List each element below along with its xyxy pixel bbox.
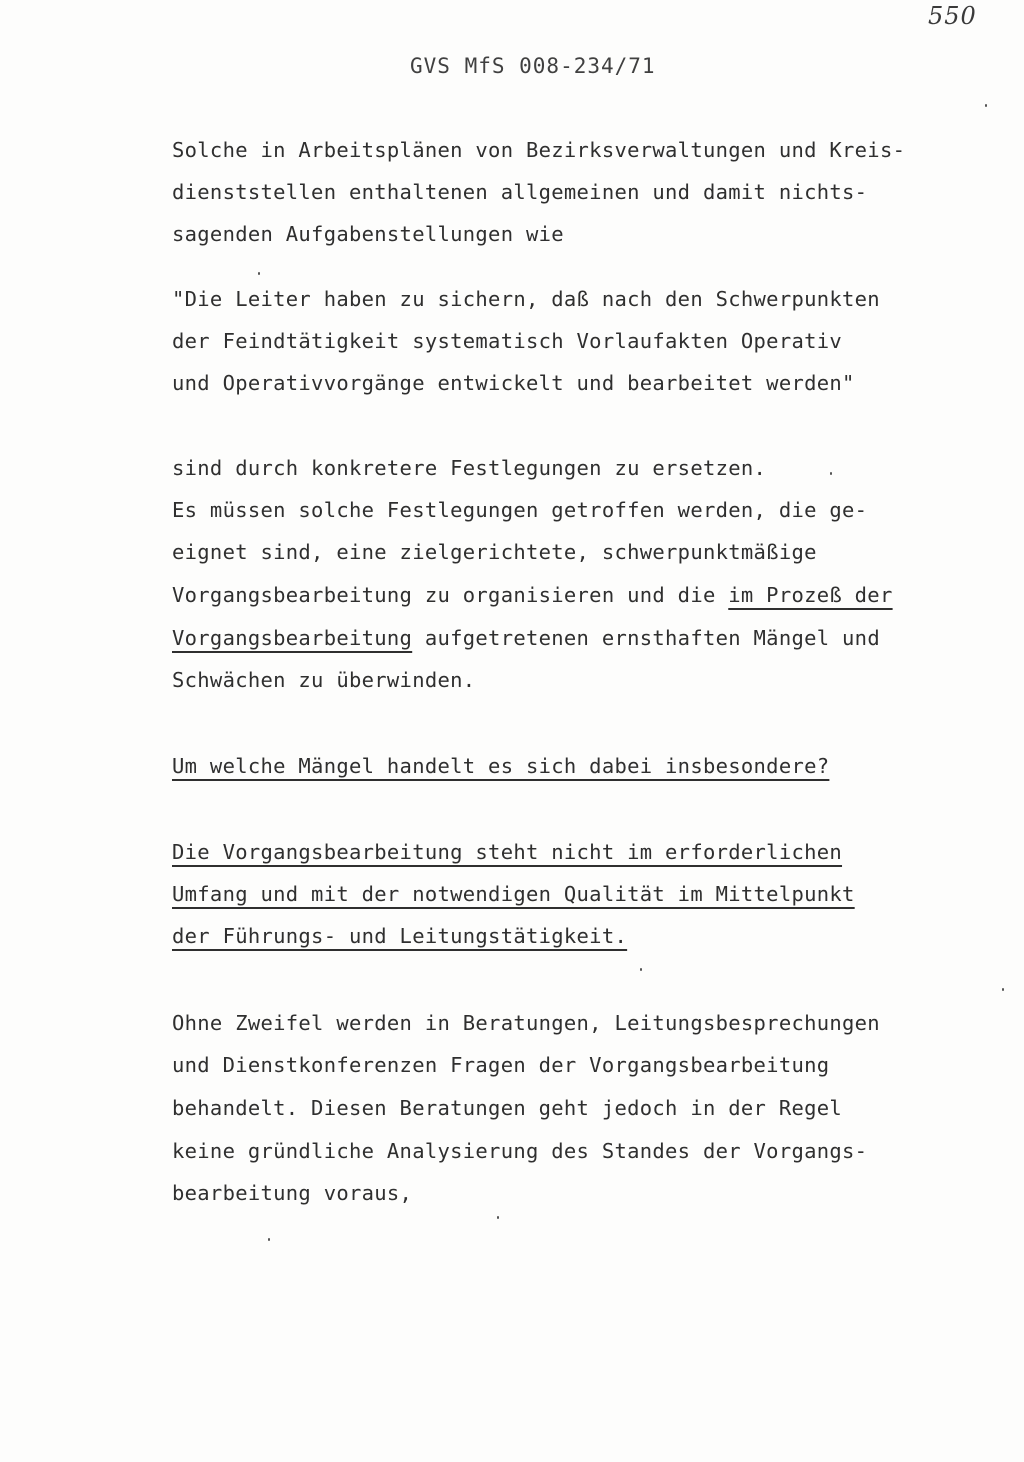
finding-line-1: Die Vorgangsbearbeitung steht nicht im erforderlichen	[172, 840, 843, 864]
paragraph-3-line-5: bearbeitung voraus,	[172, 1181, 413, 1205]
scan-speck	[640, 968, 642, 971]
paragraph-2-line-5-text: aufgetretenen ernsthaften Mängel und	[412, 626, 880, 650]
scan-speck	[1002, 988, 1004, 991]
scan-speck	[497, 1216, 499, 1219]
paragraph-1-line-1: Solche in Arbeitsplänen von Bezirksverwaltungen und Kreis-	[172, 138, 906, 162]
quote-line-2: der Feindtätigkeit systematisch Vorlaufakten Operativ	[172, 329, 843, 353]
paragraph-2-line-4	[172, 581, 893, 609]
paragraph-3-line-4: keine gründliche Analysierung des Standes der Vorgangs-	[172, 1139, 868, 1163]
paragraph-3-line-1: Ohne Zweifel werden in Beratungen, Leitungsbesprechungen	[172, 1011, 880, 1035]
paragraph-2-line-5	[172, 624, 880, 652]
paragraph-3-line-3: behandelt. Diesen Beratungen geht jedoch in der Regel	[172, 1096, 843, 1120]
paragraph-2-line-6: Schwächen zu überwinden.	[172, 668, 476, 692]
handwritten-page-number: 550	[928, 2, 977, 30]
finding-line-3: der Führungs- und Leitungstätigkeit.	[172, 924, 628, 948]
paragraph-3-line-2: und Dienstkonferenzen Fragen der Vorgangsbearbeitung	[172, 1053, 830, 1077]
paragraph-1-line-3: sagenden Aufgabenstellungen wie	[172, 222, 564, 246]
paragraph-1-line-2: dienststellen enthaltenen allgemeinen und damit nichts-	[172, 180, 868, 204]
scan-speck	[258, 272, 260, 275]
scan-speck	[830, 472, 832, 475]
paragraph-2-line-4-text: Vorgangsbearbeitung zu organisieren und die	[172, 583, 729, 607]
quote-line-1: "Die Leiter haben zu sichern, daß nach den Schwerpunkten	[172, 287, 880, 311]
quote-line-3: und Operativvorgänge entwickelt und bearbeitet werden"	[172, 371, 855, 395]
section-question: Um welche Mängel handelt es sich dabei insbesondere?	[172, 754, 830, 778]
document-reference-header: GVS MfS 008-234/71	[410, 54, 656, 78]
finding-line-2: Umfang und mit der notwendigen Qualität im Mittelpunkt	[172, 882, 855, 906]
paragraph-2-line-3: eignet sind, eine zielgerichtete, schwerpunktmäßige	[172, 540, 817, 564]
underlined-phrase-im-prozess: im Prozeß der	[728, 583, 893, 607]
scan-speck	[268, 1238, 270, 1241]
paragraph-2-line-1: sind durch konkretere Festlegungen zu ersetzen.	[172, 456, 767, 480]
scan-speck	[985, 104, 987, 107]
paragraph-2-line-2: Es müssen solche Festlegungen getroffen werden, die ge-	[172, 498, 868, 522]
underlined-phrase-vorgangsbearbeitung: Vorgangsbearbeitung	[172, 626, 413, 650]
